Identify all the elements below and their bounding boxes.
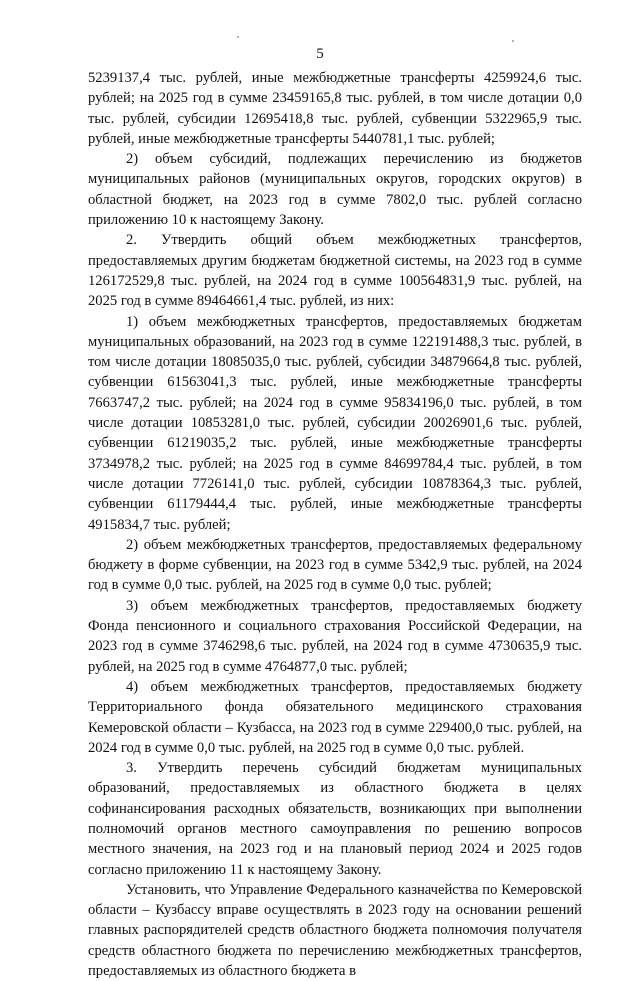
paragraph-pension-fund-transfers: 3) объем межбюджетных трансфертов, предоставляемых бюджету Фонда пенсионного и социального страхования Российской Федерации, на 2023 год в сумме 3746298,6 тыс. рублей, на 2024 год в сумме 4730635,9 тыс. рублей, на 2025 год в сумме 4764877,0 тыс. рублей; [88, 597, 582, 675]
paragraph-continuation: 5239137,4 тыс. рублей, иные межбюджетные трансферты 4259924,6 тыс. рублей; на 2025 год в сумме 23459165,8 тыс. рублей, в том числе дотации 0,0 тыс. рублей, субсидии 12695418,8 тыс. рублей, субвенции 5322965,9 тыс. рублей, иные межбюджетные трансферты 5440781,1 тыс. рублей; [88, 70, 582, 147]
document-body [88, 68, 582, 981]
page-number: 5 [316, 46, 324, 62]
paragraph-subsidies-to-region: 2) объем субсидий, подлежащих перечислению из бюджетов муниципальных районов (муниципальных округов, городских округов) в областной бюджет, на 2023 год в сумме 7802,0 тыс. рублей согласно приложению 10 к настоящему Закону. [88, 151, 582, 229]
paragraph-municipal-transfers: 1) объем межбюджетных трансфертов, предоставляемых бюджетам муниципальных образований, на 2023 год в сумме 122191488,3 тыс. рублей, в том числе дотации 18085035,0 тыс. рублей, субсидии 34879664,8 тыс. рублей, субвенции 61563041,3 тыс. рублей, иные межбюджетные трансферты 7663747,2 тыс. рублей; на 2024 год в сумме 95834196,0 тыс. рублей, в том числе дотации 10853281,0 тыс. рублей, субсидии 20026901,6 тыс. рублей, субвенции 61219035,2 тыс. рублей, иные межбюджетные трансферты 3734978,2 тыс. рублей; на 2025 год в сумме 84699784,4 тыс. рублей, в том числе дотации 7726141,0 тыс. рублей, субсидии 10878364,3 тыс. рублей, субвенции 61179444,4 тыс. рублей, иные межбюджетные трансферты 4915834,7 тыс. рублей; [88, 313, 582, 533]
scan-speck [237, 36, 239, 38]
paragraph-treasury-authority: Установить, что Управление Федерального казначейства по Кемеровской области – Кузбассу вправе осуществлять в 2023 году на основании решений главных распорядителей средств областного бюджета полномочия получателя средств областного бюджета по перечислению межбюджетных трансфертов, предоставляемых из областного бюджета в [88, 881, 582, 980]
paragraph-medical-insurance-fund-transfers: 4) объем межбюджетных трансфертов, предоставляемых бюджету Территориального фонда обязательного медицинского страхования Кемеровской области – Кузбасса, на 2023 год в сумме 229400,0 тыс. рублей, на 2024 год в сумме 0,0 тыс. рублей, на 2025 год в сумме 0,0 тыс. рублей. [88, 678, 582, 756]
paragraph-item-3-subsidies-list: 3. Утвердить перечень субсидий бюджетам муниципальных образований, предоставляемых из областного бюджета в целях софинансирования расходных обязательств, возникающих при выполнении полномочий органов местного самоуправления по решению вопросов местного значения, на 2023 год и на плановый период 2024 и 2025 годов согласно приложению 11 к настоящему Закону. [88, 760, 582, 878]
scan-speck [512, 40, 514, 42]
paragraph-item-2-total-transfers: 2. Утвердить общий объем межбюджетных трансфертов, предоставляемых другим бюджетам бюджетной системы, на 2023 год в сумме 126172529,8 тыс. рублей, на 2024 год в сумме 100564831,9 тыс. рублей, на 2025 год в сумме 89464661,4 тыс. рублей, из них: [88, 232, 582, 310]
paragraph-federal-budget-transfers: 2) объем межбюджетных трансфертов, предоставляемых федеральному бюджету в форме субвенции, на 2023 год в сумме 5342,9 тыс. рублей, на 2024 год в сумме 0,0 тыс. рублей, на 2025 год в сумме 0,0 тыс. рублей; [88, 536, 582, 594]
